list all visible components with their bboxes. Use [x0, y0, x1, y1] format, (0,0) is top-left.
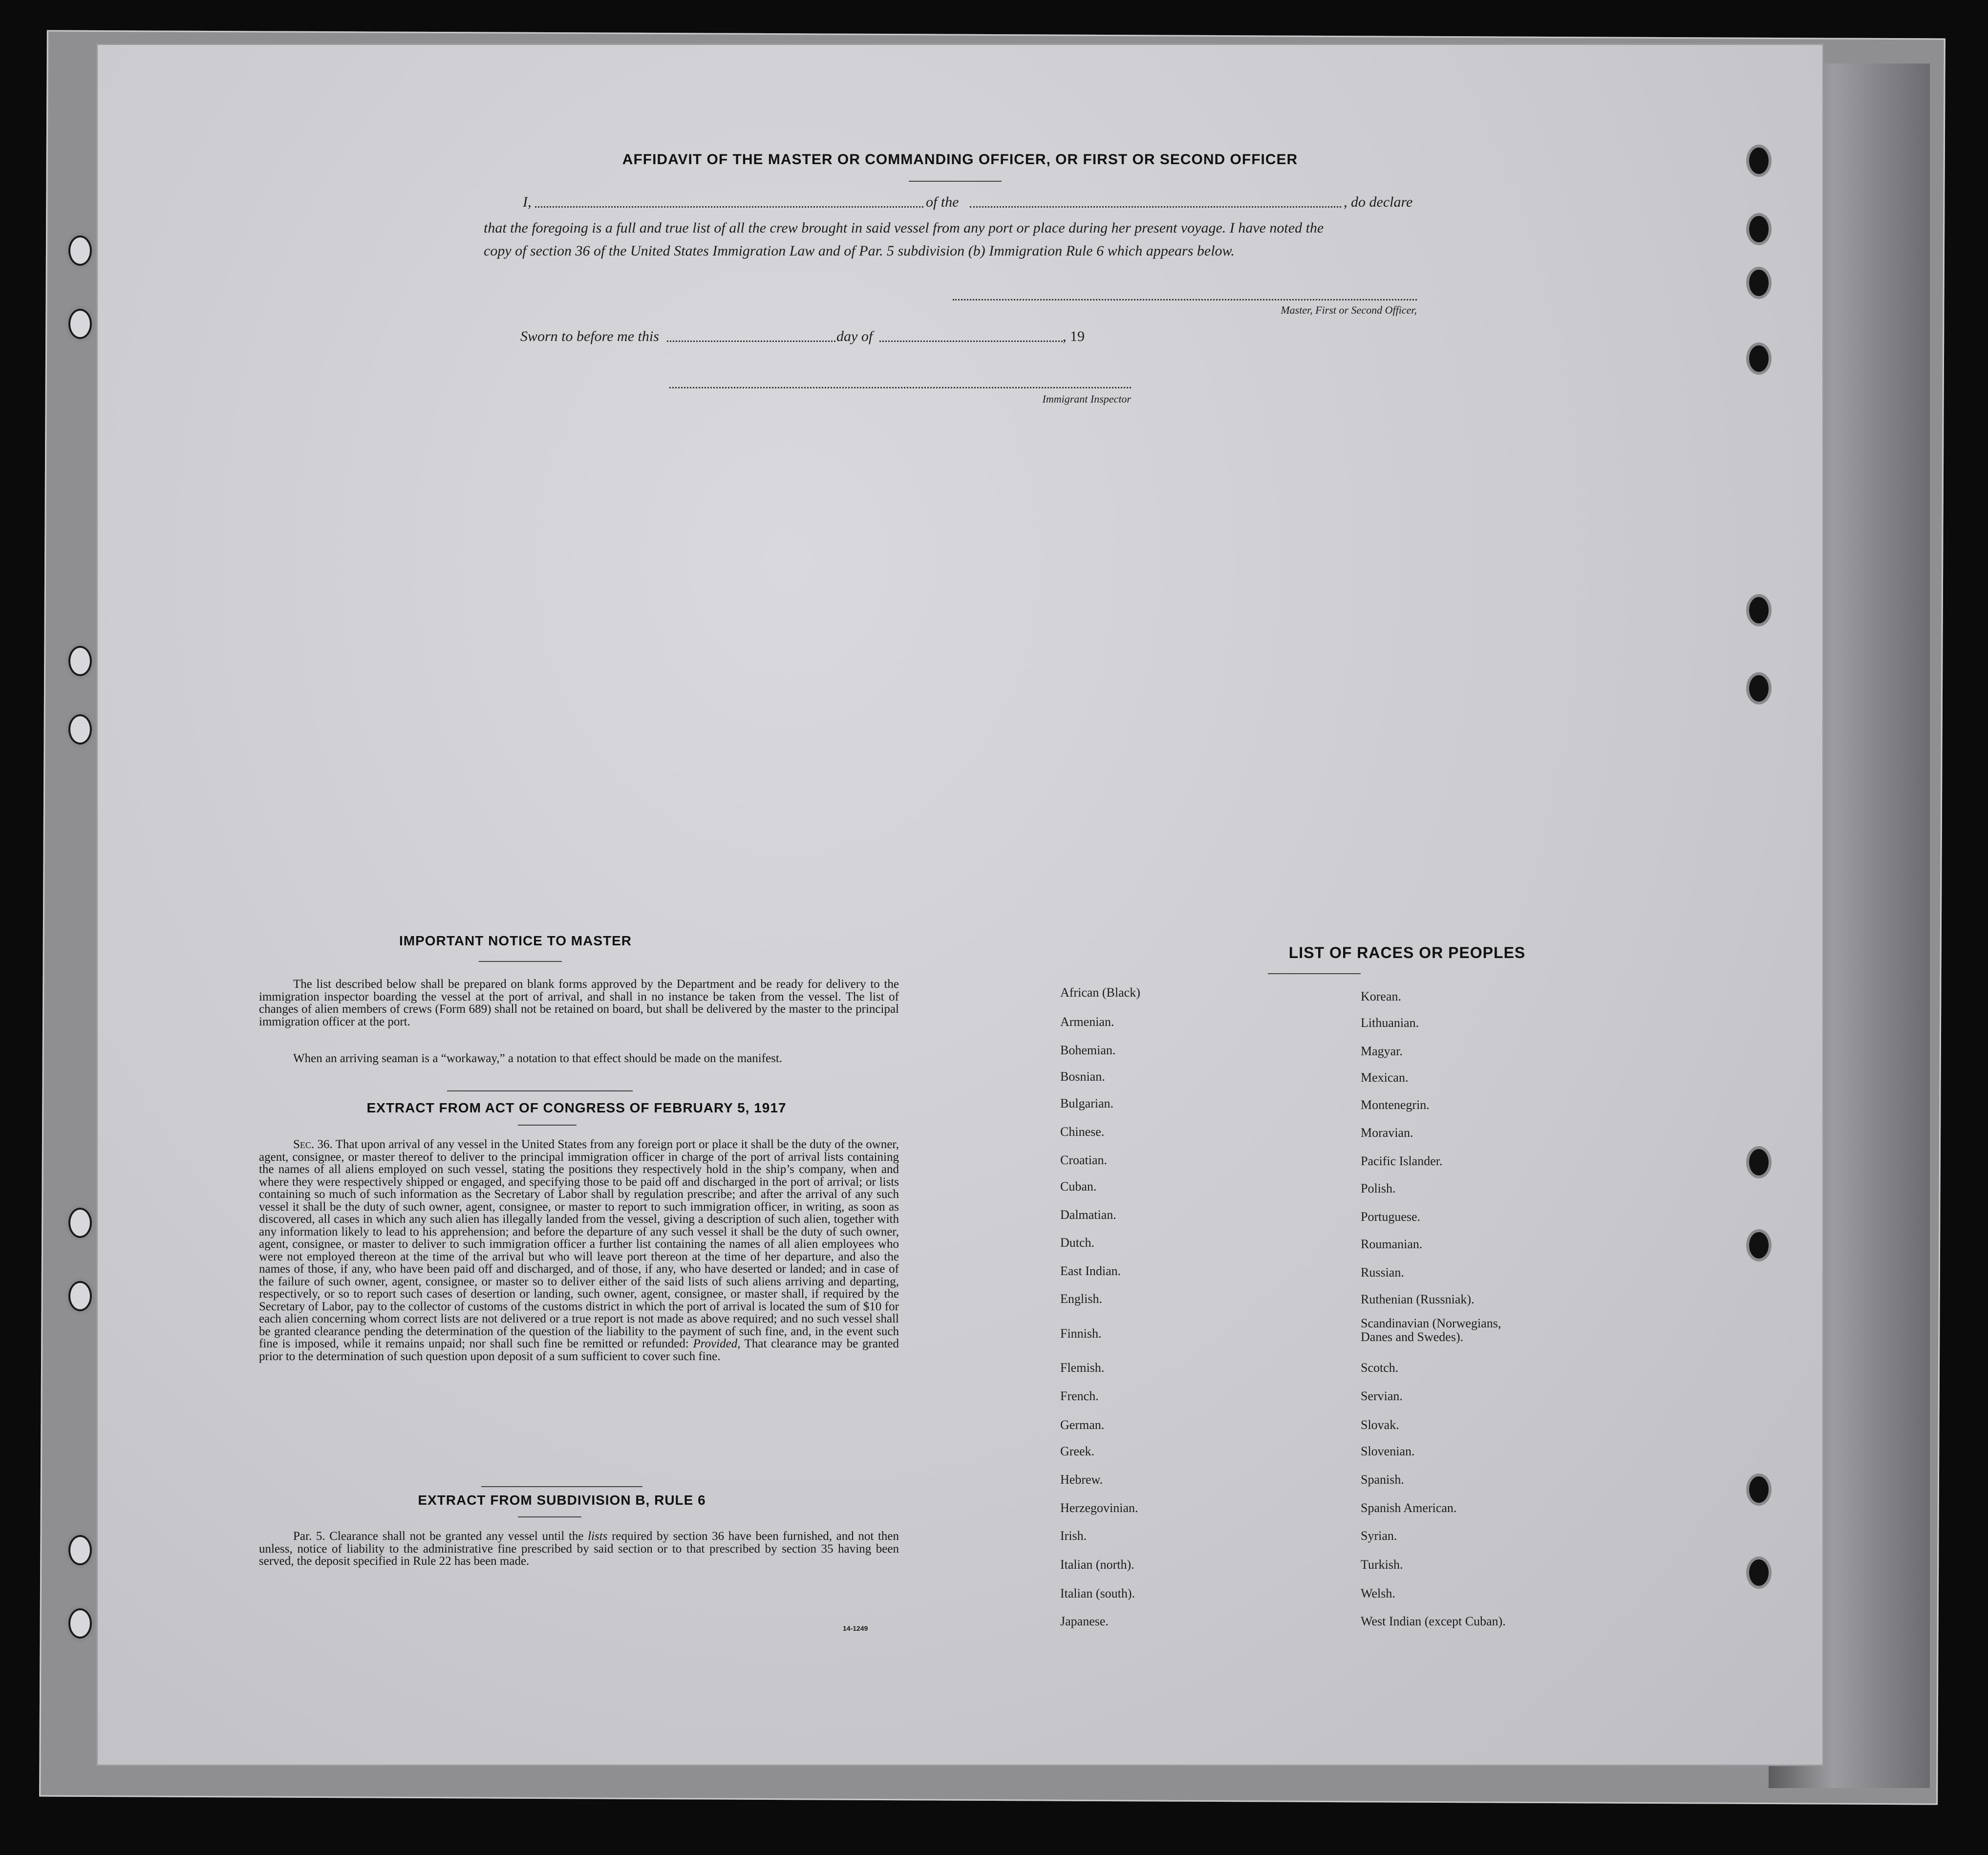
- binder-hole: [68, 309, 92, 339]
- race-item-left: Dalmatian.: [1060, 1208, 1116, 1222]
- affidavit-i-label: I,: [523, 194, 532, 210]
- rule-text-a: Par. 5. Clearance shall not be granted any vessel until the: [293, 1530, 584, 1543]
- sworn-label: Sworn to before me this: [520, 328, 659, 344]
- binder-hole: [1749, 345, 1769, 372]
- race-item-left: Dutch.: [1060, 1236, 1095, 1250]
- section-body-end: That clearance may be granted prior to the determination of such question upon deposit of a sum sufficient to cover such fine.: [259, 1337, 899, 1363]
- binder-hole: [68, 235, 92, 266]
- race-item-left: Armenian.: [1060, 1015, 1114, 1029]
- divider: [481, 1486, 642, 1487]
- race-item-left: Chinese.: [1060, 1125, 1105, 1139]
- race-item-right: Spanish.: [1361, 1472, 1404, 1487]
- notice-paragraph-2: When an arriving seaman is a “workaway,” a notation to that effect should be made on the manifest.: [293, 1052, 783, 1065]
- divider: [518, 1516, 581, 1517]
- binder-hole: [68, 1535, 92, 1565]
- race-item-left: Italian (north).: [1060, 1557, 1134, 1572]
- binder-hole: [1749, 597, 1769, 623]
- race-item-right: Ruthenian (Russniak).: [1361, 1292, 1475, 1306]
- form-number: 14-1249: [843, 1624, 868, 1632]
- race-item-right: Slovenian.: [1361, 1444, 1415, 1458]
- race-item-left: Cuban.: [1060, 1179, 1097, 1194]
- divider: [909, 181, 1002, 182]
- act-section-36-text: [259, 1138, 899, 1363]
- binder-hole: [1749, 675, 1769, 702]
- binder-hole: [1749, 216, 1769, 242]
- race-item-right: Korean.: [1361, 989, 1402, 1003]
- name-blank[interactable]: [535, 206, 923, 208]
- race-item-right: West Indian (except Cuban).: [1361, 1614, 1506, 1628]
- race-item-left: English.: [1060, 1292, 1102, 1306]
- binder-hole: [68, 1208, 92, 1238]
- race-item-right: Lithuanian.: [1361, 1016, 1419, 1030]
- lists-word: lists: [588, 1530, 608, 1543]
- day-of-label: day of: [836, 328, 873, 344]
- rule-paragraph: [259, 1530, 899, 1568]
- form-page: [98, 45, 1822, 1765]
- races-title: LIST OF RACES OR PEOPLES: [1288, 944, 1526, 961]
- race-item-left: Croatian.: [1060, 1153, 1108, 1167]
- rule-title: EXTRACT FROM SUBDIVISION B, RULE 6: [418, 1493, 706, 1508]
- affidavit-line-3: copy of section 36 of the United States Immigration Law and of Par. 5 subdivision (b) Immigration Rule 6 which appears below.: [484, 243, 1235, 259]
- race-item-right: Polish.: [1361, 1181, 1396, 1195]
- race-item-left: Japanese.: [1060, 1614, 1109, 1628]
- race-item-left: Italian (south).: [1060, 1586, 1135, 1600]
- binder-hole: [1749, 1149, 1769, 1175]
- race-item-right: Portuguese.: [1361, 1210, 1421, 1224]
- binder-hole: [1749, 1232, 1769, 1258]
- binder-hole: [68, 714, 92, 745]
- race-item-right: Montenegrin.: [1361, 1098, 1430, 1112]
- race-item-left: Irish.: [1060, 1529, 1087, 1543]
- race-item-right: Spanish American.: [1361, 1501, 1457, 1515]
- divider: [447, 1090, 633, 1091]
- binder-hole: [68, 646, 92, 676]
- binder-hole: [68, 1281, 92, 1311]
- race-item-left: Hebrew.: [1060, 1472, 1103, 1487]
- affidavit-line-2: that the foregoing is a full and true list of all the crew brought in said vessel from any port or place during her present voyage. I have noted the: [484, 220, 1324, 236]
- binder-hole: [68, 1608, 92, 1639]
- section-body: That upon arrival of any vessel in the United States from any foreign port or place it shall be the duty of the owner, agent, consignee, or master thereof to deliver to the principal immigration officer in charge of the port of arrival lists containing the names of all aliens employed on such vessel, stating the positions they respectively hold in the ship’s company, when and where they were respectively shipped or engaged, and specifying those to be paid off and discharged in the port of arrival; or lists containing so much of such information as the Secretary of Labor shall by regulation prescribe; and after the arrival of any such vessel it shall be the duty of such owner, agent, consignee, or master to report to such immigration officer, in writing, as soon as discovered, all cases in which any such alien has illegally landed from the vessel, giving a description of such alien, together with any information likely to lead to his apprehension; and before the departure of any such vessel it shall be the duty of such owner, agent, consignee, or master to deliver to such immigration officer a further list containing the names of all alien employees who were not employed thereon at the time of the arrival but who will leave port thereon at the time of her departure, and also the names of those, if any, who have been paid off and discharged, and of those, if any, who have deserted or landed; and in case of the failure of such owner, agent, consignee, or master so to deliver either of the said lists of such aliens arriving and departing, respectively, or so to report such cases of desertion or landing, such owner, agent, consignee, or master shall, if required by the Secretary of Labor, pay to the collector of customs of the customs district in which the port of arrival is located the sum of $10 for each alien concerning whom correct lists are not delivered or a true report is not made as above required; and no such vessel shall be granted clearance pending the determination of the question of the liability to the payment of such fine, and, in the event such fine is imposed, while it remains unpaid; nor shall such fine be remitted or refunded:: [259, 1138, 899, 1350]
- race-item-right: Scotch.: [1361, 1361, 1399, 1375]
- race-item-left: Finnish.: [1060, 1326, 1102, 1341]
- provided-word: Provided,: [693, 1337, 741, 1350]
- race-item-left: East Indian.: [1060, 1264, 1121, 1278]
- race-item-right: Mexican.: [1361, 1070, 1409, 1085]
- officer-caption: Master, First or Second Officer,: [1281, 304, 1417, 316]
- inspector-caption: Immigrant Inspector: [1042, 393, 1131, 405]
- binder-hole: [1749, 1476, 1769, 1503]
- race-item-right: Russian.: [1361, 1265, 1404, 1279]
- race-item-left: Greek.: [1060, 1444, 1095, 1458]
- race-item-right: Servian.: [1361, 1389, 1403, 1403]
- notice-paragraph-1: The list described below shall be prepared on blank forms approved by the Department and be ready for delivery to the immigration inspector boarding the vessel at the port of arrival, and shall in no instance be taken from the vessel. The list of changes of alien members of crews (Form 689) shall not be retained on board, but shall be delivered by the master to the principal immigration officer at the port.: [259, 978, 899, 1028]
- sworn-month-blank[interactable]: [879, 341, 1063, 342]
- sworn-day-blank[interactable]: [667, 341, 835, 342]
- race-item-left: Bulgarian.: [1060, 1096, 1114, 1110]
- year-prefix: , 19: [1063, 328, 1085, 344]
- officer-signature-blank[interactable]: [953, 299, 1417, 300]
- race-item-right: Syrian.: [1361, 1529, 1397, 1543]
- race-item-left: Flemish.: [1060, 1361, 1105, 1375]
- race-item-right: Magyar.: [1361, 1044, 1403, 1058]
- race-item-right: Scandinavian (Norwegians, Danes and Swedes).: [1361, 1316, 1501, 1344]
- race-item-right: Slovak.: [1361, 1418, 1399, 1432]
- race-item-left: Bohemian.: [1060, 1043, 1116, 1057]
- race-item-left: African (Black): [1060, 985, 1140, 1000]
- race-item-left: Bosnian.: [1060, 1069, 1105, 1084]
- divider: [518, 1125, 577, 1126]
- do-declare-text: , do declare: [1344, 194, 1413, 210]
- rule-text-b: required by section 36 have been furnished, and not then unless, notice of liability to the administrative fine prescribed by said section or to that prescribed by section 35 having been served, the deposit specified in Rule 22 has been made.: [259, 1530, 899, 1568]
- vessel-blank[interactable]: [970, 206, 1341, 208]
- race-item-right: Roumanian.: [1361, 1237, 1423, 1251]
- race-item-left: French.: [1060, 1389, 1099, 1403]
- notice-title: IMPORTANT NOTICE TO MASTER: [399, 933, 632, 948]
- race-item-right: Welsh.: [1361, 1586, 1395, 1600]
- binder-hole: [1749, 270, 1769, 296]
- act-title: EXTRACT FROM ACT OF CONGRESS OF FEBRUARY 5, 1917: [366, 1100, 787, 1115]
- race-item-left: German.: [1060, 1418, 1105, 1432]
- divider: [479, 961, 562, 962]
- affidavit-title: AFFIDAVIT OF THE MASTER OR COMMANDING OFFICER, OR FIRST OR SECOND OFFICER: [622, 151, 1298, 168]
- binder-hole: [1749, 1559, 1769, 1586]
- race-item-right: Turkish.: [1361, 1557, 1403, 1572]
- race-item-left: Herzegovinian.: [1060, 1501, 1138, 1515]
- inspector-signature-blank[interactable]: [669, 387, 1131, 388]
- section-label: Sec. 36.: [293, 1138, 333, 1151]
- divider: [1268, 973, 1361, 974]
- of-the-label: of the: [926, 194, 959, 210]
- race-item-right: Moravian.: [1361, 1126, 1413, 1140]
- race-item-right: Pacific Islander.: [1361, 1154, 1443, 1168]
